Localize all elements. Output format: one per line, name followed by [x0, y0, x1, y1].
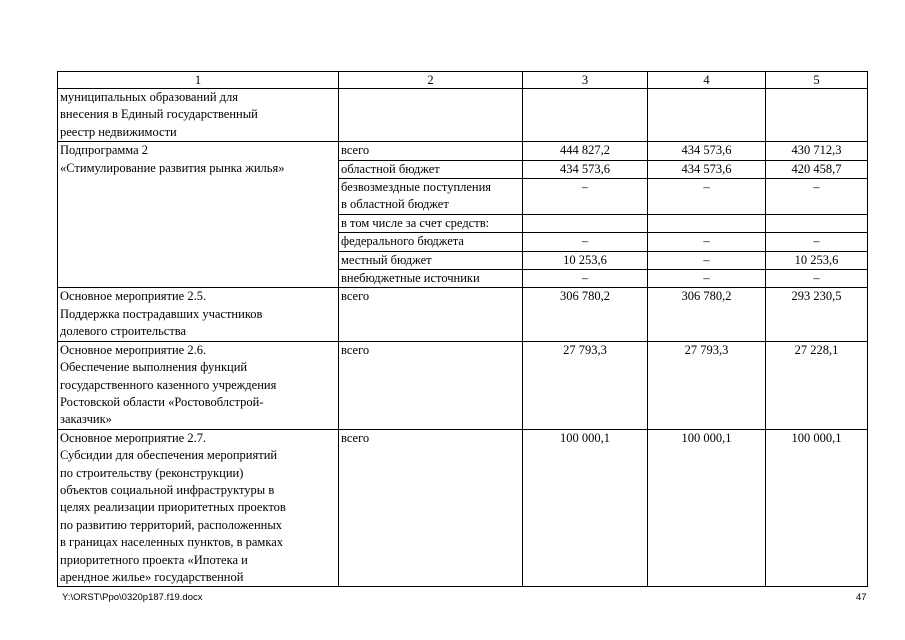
- value-cell: –: [523, 179, 648, 215]
- funding-source-cell: всего: [339, 429, 523, 587]
- table-row: [58, 429, 868, 587]
- value-cell: 10 253,6: [523, 251, 648, 269]
- value-cell: 434 573,6: [648, 160, 766, 178]
- value-cell: [523, 89, 648, 142]
- value-cell: 434 573,6: [648, 142, 766, 160]
- funding-source-cell: всего: [339, 142, 523, 160]
- funding-source-cell: в том числе за счет средств:: [339, 214, 523, 232]
- row-description: Основное мероприятие 2.7. Субсидии для обеспечения мероприятий по строительству (реконструкции) объектов социальной инфраструктуры в целях реализации приоритетных проектов по развитию территорий, расположенных в границах населенных пунктов, в рамках приоритетного проекта «Ипотека и арендное жилье» государственной: [58, 429, 339, 587]
- page-number: 47: [856, 592, 867, 603]
- value-cell: 100 000,1: [523, 429, 648, 587]
- value-cell: 100 000,1: [648, 429, 766, 587]
- header-cell: 3: [523, 72, 648, 89]
- value-cell: [766, 89, 868, 142]
- value-cell: –: [648, 233, 766, 251]
- header-cell: 2: [339, 72, 523, 89]
- value-cell: 100 000,1: [766, 429, 868, 587]
- funding-source-cell: областной бюджет: [339, 160, 523, 178]
- table-row: [58, 288, 868, 341]
- row-description: Основное мероприятие 2.5. Поддержка пострадавших участников долевого строительства: [58, 288, 339, 341]
- table-row: [58, 89, 868, 142]
- value-cell: 10 253,6: [766, 251, 868, 269]
- value-cell: 27 793,3: [648, 341, 766, 429]
- row-description: Основное мероприятие 2.6. Обеспечение выполнения функций государственного казенного учреждения Ростовской области «Ростовоблстрой- заказчик»: [58, 341, 339, 429]
- funding-source-cell: [339, 89, 523, 142]
- value-cell: –: [648, 251, 766, 269]
- funding-source-cell: федерального бюджета: [339, 233, 523, 251]
- funding-source-cell: всего: [339, 341, 523, 429]
- value-cell: 306 780,2: [523, 288, 648, 341]
- header-cell: 4: [648, 72, 766, 89]
- header-cell: 1: [58, 72, 339, 89]
- budget-table: [57, 71, 868, 587]
- funding-source-cell: внебюджетные источники: [339, 270, 523, 288]
- value-cell: 430 712,3: [766, 142, 868, 160]
- funding-source-cell: всего: [339, 288, 523, 341]
- table-row: [58, 341, 868, 429]
- value-cell: 293 230,5: [766, 288, 868, 341]
- value-cell: [648, 214, 766, 232]
- value-cell: 444 827,2: [523, 142, 648, 160]
- table-row: [58, 142, 868, 160]
- header-cell: 5: [766, 72, 868, 89]
- value-cell: –: [523, 233, 648, 251]
- value-cell: –: [766, 233, 868, 251]
- value-cell: –: [648, 179, 766, 215]
- row-description: муниципальных образований для внесения в Единый государственный реестр недвижимости: [58, 89, 339, 142]
- value-cell: 306 780,2: [648, 288, 766, 341]
- value-cell: –: [648, 270, 766, 288]
- funding-source-cell: местный бюджет: [339, 251, 523, 269]
- value-cell: 434 573,6: [523, 160, 648, 178]
- funding-source-cell: безвозмездные поступления в областной бюджет: [339, 179, 523, 215]
- value-cell: –: [766, 179, 868, 215]
- value-cell: 27 228,1: [766, 341, 868, 429]
- value-cell: [648, 89, 766, 142]
- value-cell: –: [523, 270, 648, 288]
- value-cell: [523, 214, 648, 232]
- header-row: [58, 72, 868, 89]
- row-description: Подпрограмма 2 «Стимулирование развития рынка жилья»: [58, 142, 339, 288]
- value-cell: 27 793,3: [523, 341, 648, 429]
- value-cell: –: [766, 270, 868, 288]
- value-cell: [766, 214, 868, 232]
- value-cell: 420 458,7: [766, 160, 868, 178]
- document-path: Y:\ORST\Ppo\0320p187.f19.docx: [62, 592, 203, 603]
